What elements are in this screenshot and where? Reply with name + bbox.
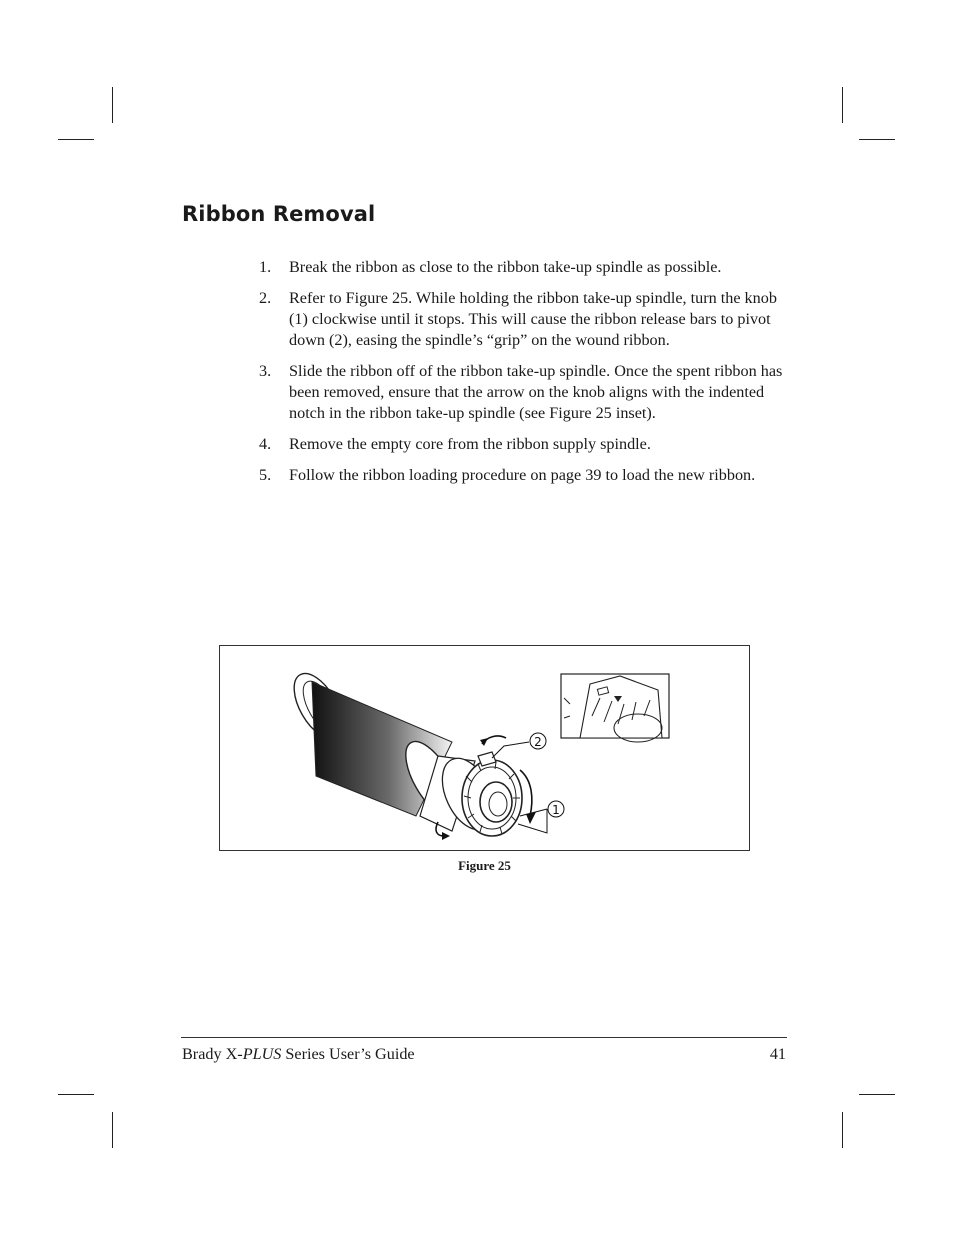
footer-title [182, 1045, 415, 1064]
inset-detail [561, 674, 669, 742]
list-item [259, 465, 799, 486]
knob [462, 760, 522, 836]
crop-mark [859, 139, 895, 140]
step-number: 3. [259, 362, 272, 380]
step-number: 1. [259, 258, 272, 276]
list-item [259, 361, 799, 424]
step-number: 5. [259, 466, 272, 484]
page-number: 41 [769, 1045, 786, 1063]
section-title: Ribbon Removal [182, 202, 376, 226]
crop-mark [58, 139, 94, 140]
crop-mark [859, 1094, 895, 1095]
callout-1 [518, 801, 564, 833]
crop-mark [842, 1112, 843, 1148]
step-text: Remove the empty core from the ribbon supply spindle. [289, 435, 651, 453]
step-text: Slide the ribbon off of the ribbon take-up spindle. Once the spent ribbon has been removed, ensure that the arrow on the knob aligns with the indented notch in the ribbon take-up spindle (see Figure 25 inset). [289, 362, 783, 422]
callout-1-label: 1 [552, 803, 560, 817]
step-text: Break the ribbon as close to the ribbon take-up spindle as possible. [289, 258, 722, 276]
crop-mark [842, 87, 843, 123]
list-item [259, 257, 799, 278]
footer-brand: Brady X- [182, 1045, 243, 1063]
list-item [259, 434, 799, 455]
crop-mark [58, 1094, 94, 1095]
step-number: 4. [259, 435, 272, 453]
spindle-illustration [220, 646, 751, 852]
footer-product: PLUS [242, 1045, 282, 1063]
callout-2-label: 2 [534, 735, 542, 749]
steps-list [259, 257, 799, 496]
figure-25-illustration [219, 645, 750, 851]
crop-mark [112, 87, 113, 123]
footer-rule [181, 1037, 787, 1038]
crop-mark [112, 1112, 113, 1148]
step-text: Follow the ribbon loading procedure on page 39 to load the new ribbon. [289, 466, 756, 484]
step-text: Refer to Figure 25. While holding the ribbon take-up spindle, turn the knob (1) clockwise until it stops. This will cause the ribbon release bars to pivot down (2), easing the spindle’s “grip” on the wound ribbon. [289, 289, 777, 349]
figure-caption: Figure 25 [458, 858, 511, 873]
footer-title-rest: Series User’s Guide [281, 1045, 415, 1063]
list-item [259, 288, 799, 351]
step-number: 2. [259, 289, 272, 307]
